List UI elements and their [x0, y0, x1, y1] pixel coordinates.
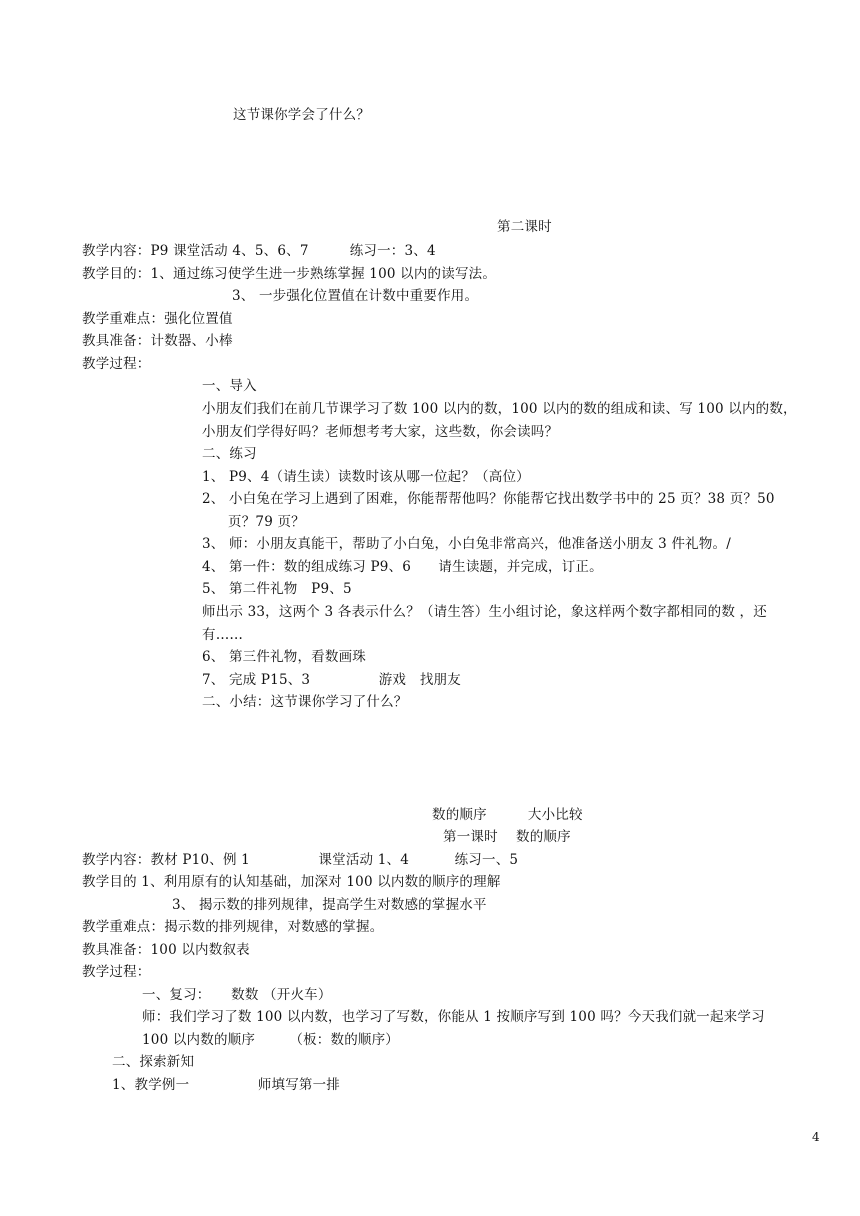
explore-heading: 二、探索新知 [112, 1054, 195, 1070]
intro-paragraph-2: 小朋友们学得好吗？老师想考考大家，这些数，你会读吗？ [202, 424, 559, 440]
section-tools: 教具准备：100 以内数叙表 [82, 942, 250, 958]
top-question: 这节课你学会了什么？ [233, 107, 370, 123]
lesson2-summary: 二、小结：这节课你学习了什么？ [202, 694, 408, 710]
practice-item-5: 5、 第二件礼物 P9、5 [202, 581, 352, 597]
practice-item-5-paragraph-1: 师出示 33，这两个 3 各表示什么？（请生答）生小组讨论，象这样两个数字都相同的数 ，还 [202, 604, 767, 620]
intro-paragraph-1: 小朋友们我们在前几节课学习了数 100 以内的数，100 以内的数的组成和读、写 100 以内的数， [202, 401, 797, 417]
practice-item-6: 6、 第三件礼物，看数画珠 [202, 649, 366, 665]
practice-item-5-paragraph-2: 有…… [202, 627, 244, 643]
lesson2-tools: 教具准备：计数器、小棒 [82, 333, 233, 349]
intro-heading: 一、导入 [202, 378, 257, 394]
practice-heading: 二、练习 [202, 446, 257, 462]
practice-item-2: 2、 小白兔在学习上遇到了困难，你能帮帮他吗？你能帮它找出数学书中的 25 页？38 页？50 [202, 491, 775, 507]
lesson2-key-point: 教学重难点：强化位置值 [82, 311, 233, 327]
review-paragraph-1: 师：我们学习了数 100 以内数，也学习了写数，你能从 1 按顺序写到 100 吗？今天我们就一起来学习 [142, 1009, 765, 1025]
section-key-point: 教学重难点：揭示数的排列规律，对数感的掌握。 [82, 919, 384, 935]
practice-item-4: 4、 第一件：数的组成练习 P9、6 请生读题，并完成，订正。 [202, 559, 603, 575]
review-paragraph-2: 100 以内数的顺序 （板：数的顺序） [142, 1032, 400, 1048]
lesson2-goal-3: 3、 一步强化位置值在计数中重要作用。 [232, 288, 479, 304]
section-process: 教学过程： [82, 964, 151, 980]
example-line: 1、教学例一 师填写第一排 [112, 1077, 340, 1093]
section-content: 教学内容：教材 P10、例 1 课堂活动 1、4 练习一、5 [82, 852, 519, 868]
lesson2-content: 教学内容：P9 课堂活动 4、5、6、7 练习一：3、4 [82, 243, 436, 259]
section-goal-3: 3、 揭示数的排列规律，提高学生对数感的掌握水平 [172, 897, 487, 913]
lesson2-goal-1: 教学目的：1、通过练习使学生进一步熟练掌握 100 以内的读写法。 [82, 266, 497, 282]
practice-item-3: 3、 师：小朋友真能干，帮助了小白兔，小白兔非常高兴，他准备送小朋友 3 件礼物。/ [202, 536, 731, 552]
lesson2-process: 教学过程： [82, 356, 151, 372]
review-heading: 一、复习： 数数 （开火车） [142, 987, 332, 1003]
section-goal-1: 教学目的 1、利用原有的认知基础，加深对 100 以内数的顺序的理解 [82, 874, 501, 890]
lesson2-title: 第二课时 [497, 219, 552, 235]
page-number: 4 [812, 1130, 820, 1144]
section-title: 数的顺序 大小比较 [432, 807, 583, 823]
section-subtitle: 第一课时 数的顺序 [443, 829, 571, 845]
practice-item-2-cont: 页？79 页？ [228, 514, 305, 530]
practice-item-1: 1、 P9、4（请生读）读数时该从哪一位起？（高位） [202, 469, 530, 485]
practice-item-7: 7、 完成 P15、3 游戏 找朋友 [202, 672, 461, 688]
